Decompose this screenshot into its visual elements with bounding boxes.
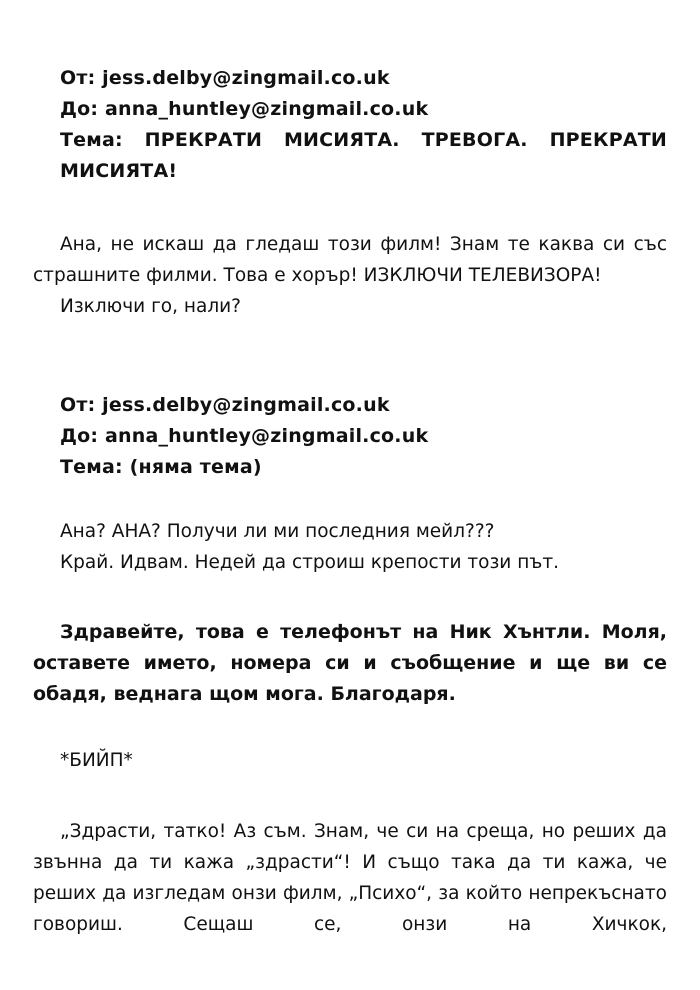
email-1-subject: Тема: ПРЕКРАТИ МИСИЯТА. ТРЕВОГА. ПРЕКРАТИ МИСИЯТА! (60, 129, 667, 182)
email-2-header (33, 390, 667, 483)
voicemail-greeting-block (33, 617, 667, 710)
email-2-from: От: jess.delby@zingmail.co.uk (60, 394, 390, 416)
email-2-paragraph-2: Край. Идвам. Недей да строиш крепости този път. (60, 552, 560, 573)
voicemail-greeting: Здравейте, това е телефонът на Ник Хънтли. Моля, оставете името, номера си и съобщение и ще ви се обадя, веднага щом мога. Благодаря. (33, 621, 667, 705)
beep-block (33, 745, 667, 776)
email-1-to: До: anna_huntley@zingmail.co.uk (60, 98, 429, 120)
email-1-paragraph-2: Изключи го, нали? (60, 296, 241, 317)
voicemail-message: „Здрасти, татко! Аз съм. Знам, че си на среща, но реших да звънна да ти кажа „здрасти“! И също така да ти кажа, че реших да изгледам онзи филм, „Психо“, за който непрекъснато говориш. Сещаш се, онзи на Хичкок, (33, 821, 667, 935)
email-1-paragraph-1: Ана, не искаш да гледаш този филм! Знам те каква си със страшните филми. Това е хорър! ИЗКЛЮЧИ ТЕЛЕВИЗОРА! (33, 234, 667, 286)
voicemail-message-block (33, 816, 667, 940)
email-2-paragraph-1: Ана? АНА? Получи ли ми последния мейл??? (60, 521, 495, 542)
email-1-header (33, 63, 667, 187)
email-2-subject: Тема: (няма тема) (60, 456, 262, 478)
email-2-to: До: anna_huntley@zingmail.co.uk (60, 425, 429, 447)
email-2-body (33, 516, 667, 578)
email-1-from: От: jess.delby@zingmail.co.uk (60, 67, 390, 89)
beep-text: *БИЙП* (60, 750, 133, 771)
email-1-body (33, 229, 667, 322)
